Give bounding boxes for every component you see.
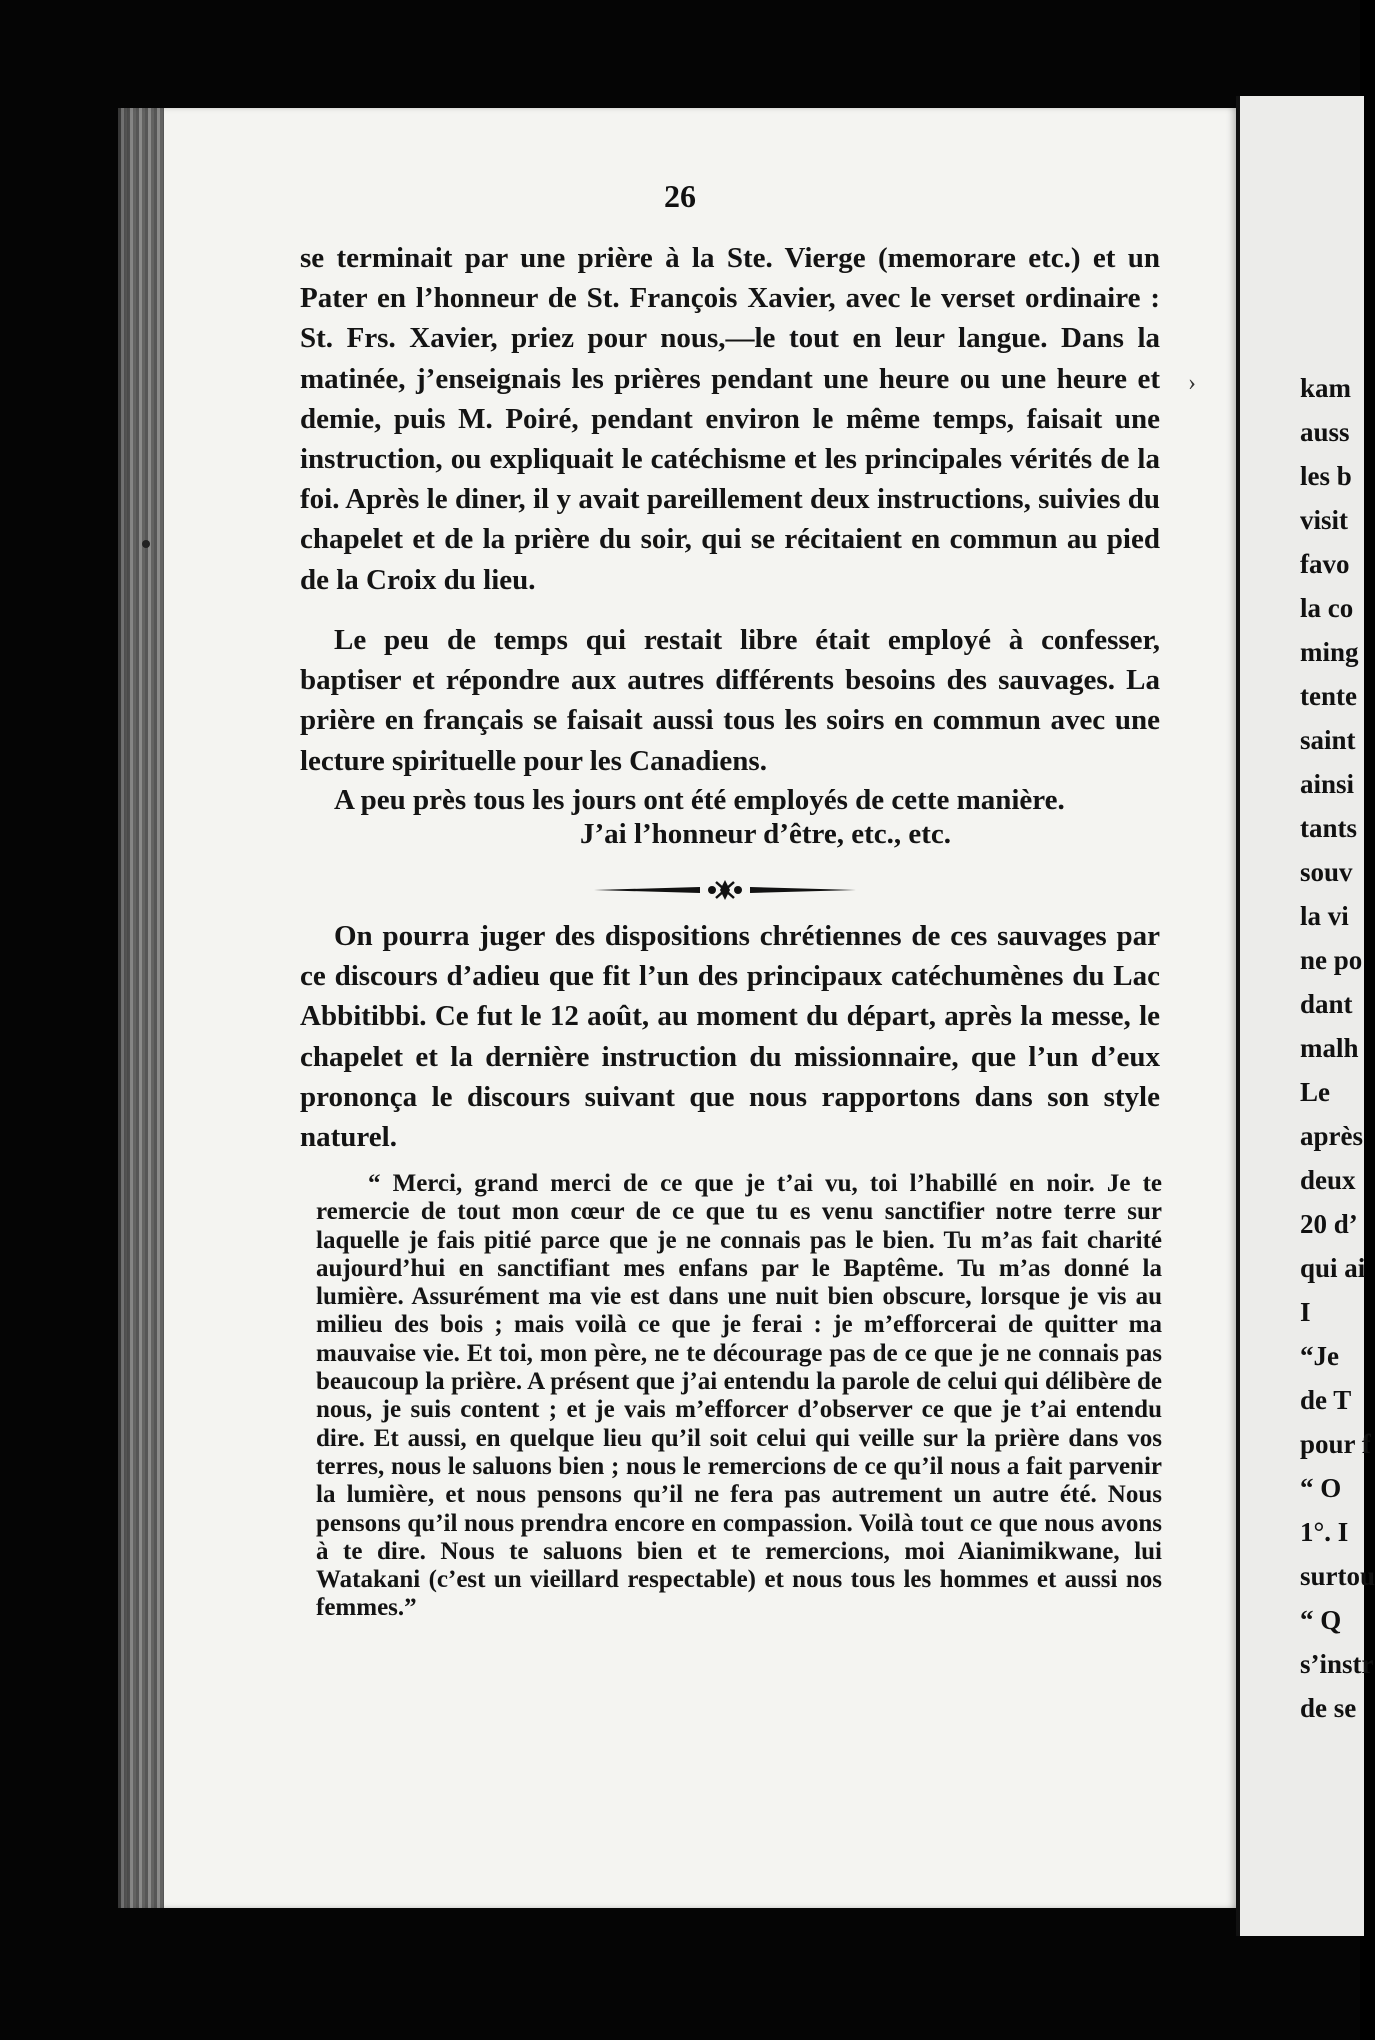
facing-line: après <box>1300 1121 1363 1151</box>
paragraph: On pourra juger des dispositions chrétiennes de ces sauvages par ce discours d’adieu que fit l’un des principaux catéchumènes du Lac Abbitibbi. Ce fut le 12 août, au moment du départ, après la messe, le chapelet et la dernière instruction du missionnaire, que l’un d’eux prononça le discours suivant que nous rapportons dans son style naturel. <box>300 920 1160 1154</box>
facing-line: surtou <box>1300 1561 1375 1591</box>
facing-line: auss <box>1300 417 1350 447</box>
paragraph-continued: se terminait par une prière à la Ste. Vierge (memorare etc.) et un Pater en l’honneur de St. François Xavier, avec le verset ordinaire : St. Frs. Xavier, priez pour nous,—le tout en leur langue. Dans la matinée, j’enseignais les prières pendant une heure ou une heure et demie, puis M. Poiré, pendant environ le même temps, faisait une instruction, ou expliquait le catéchisme et les principales vérités de la foi. Après le diner, il y avait pareillement deux instructions, suivies du chapelet et de la prière du soir, qui se récitaient en commun au pied de la Croix du lieu. <box>300 242 1160 596</box>
quoted-speech: “ Merci, grand merci de ce que je t’ai vu, toi l’habillé en noir. Je te remercie de tout mon cœur de ce que tu es venu sanctifier notre terre sur laquelle je fais pitié parce que je ne connais pas le bien. Tu m’as fait charité aujourd’hui en sanctifiant mes enfans par le Baptême. Tu m’as donné la lumière. Assurément ma vie est dans une nuit bien obscure, lorsque je vis au milieu des bois ; mais voilà ce que je ferai : je m’efforcerai de quitter ma mauvaise vie. Et toi, mon père, ne te décourage pas de ce que je ne connais pas beaucoup la prière. A présent que j’ai entendu la parole de celui qui délibère de nous, je suis content ; et je vais m’efforcer d’observer ce que je t’ai entendu dire. Et aussi, en quelque lieu qu’il soit celui qui veille sur la prière dans vos terres, nous le saluons bien ; nous le remercions de ce qu’il nous a fait parvenir la lumière, et nous pensons qu’il ne fera pas autrement un autre été. Nous pensons qu’il nous prendra encore en compassion. Voilà tout ce que nous avons à te dire. Nous te saluons bien et te remercions, moi Aianimikwane, lui Watakani (c’est un vieillard respectable) et nous tous les hommes et aussi nos femmes.” <box>316 1170 1162 1622</box>
facing-line: souv <box>1300 857 1353 887</box>
facing-line: de T <box>1300 1385 1352 1415</box>
facing-line: tente <box>1300 681 1357 711</box>
facing-line: ainsi <box>1300 769 1355 799</box>
facing-line: “Je <box>1300 1341 1339 1371</box>
facing-line: les b <box>1300 461 1352 491</box>
page-number: 26 <box>664 178 696 214</box>
scan-speck <box>142 540 150 548</box>
facing-line: kam <box>1300 373 1352 403</box>
facing-line: tants <box>1300 813 1358 843</box>
facing-line: saint <box>1300 725 1356 755</box>
page-edge-shadow <box>118 108 164 1908</box>
facing-line: ming <box>1300 637 1359 667</box>
facing-line: ne po <box>1300 945 1363 975</box>
section-divider-ornament <box>590 878 860 902</box>
facing-line: pour f <box>1300 1429 1371 1459</box>
facing-line: favo <box>1300 549 1350 579</box>
facing-line: “ Q <box>1300 1605 1342 1635</box>
facing-line: “ O <box>1300 1473 1342 1503</box>
facing-line: deux <box>1300 1165 1356 1195</box>
facing-line: qui ai <box>1300 1253 1366 1283</box>
facing-line: de se <box>1300 1693 1357 1723</box>
facing-line: visit <box>1300 505 1349 535</box>
facing-line: 1°. I <box>1300 1517 1349 1547</box>
facing-page <box>1236 96 1375 1936</box>
paragraph: A peu près tous les jours ont été employés de cette manière. <box>334 784 1065 816</box>
facing-line: Le <box>1300 1077 1330 1107</box>
facing-line: 20 d’ <box>1300 1209 1358 1239</box>
margin-mark: › <box>1188 370 1196 396</box>
facing-line: s’instr <box>1300 1649 1374 1679</box>
facing-line: la co <box>1300 593 1354 623</box>
letter-closing: J’ai l’honneur d’être, etc., etc. <box>580 818 951 850</box>
facing-line: la vi <box>1300 901 1349 931</box>
facing-line: malh <box>1300 1033 1359 1063</box>
facing-page-text <box>1240 96 1375 1730</box>
facing-line: dant <box>1300 989 1353 1019</box>
paragraph: Le peu de temps qui restait libre était employé à confesser, baptiser et répondre aux autres différents besoins des sauvages. La prière en français se faisait aussi tous les soirs en commun avec une lecture spirituelle pour les Canadiens. <box>300 624 1160 777</box>
facing-line: I <box>1300 1297 1311 1327</box>
